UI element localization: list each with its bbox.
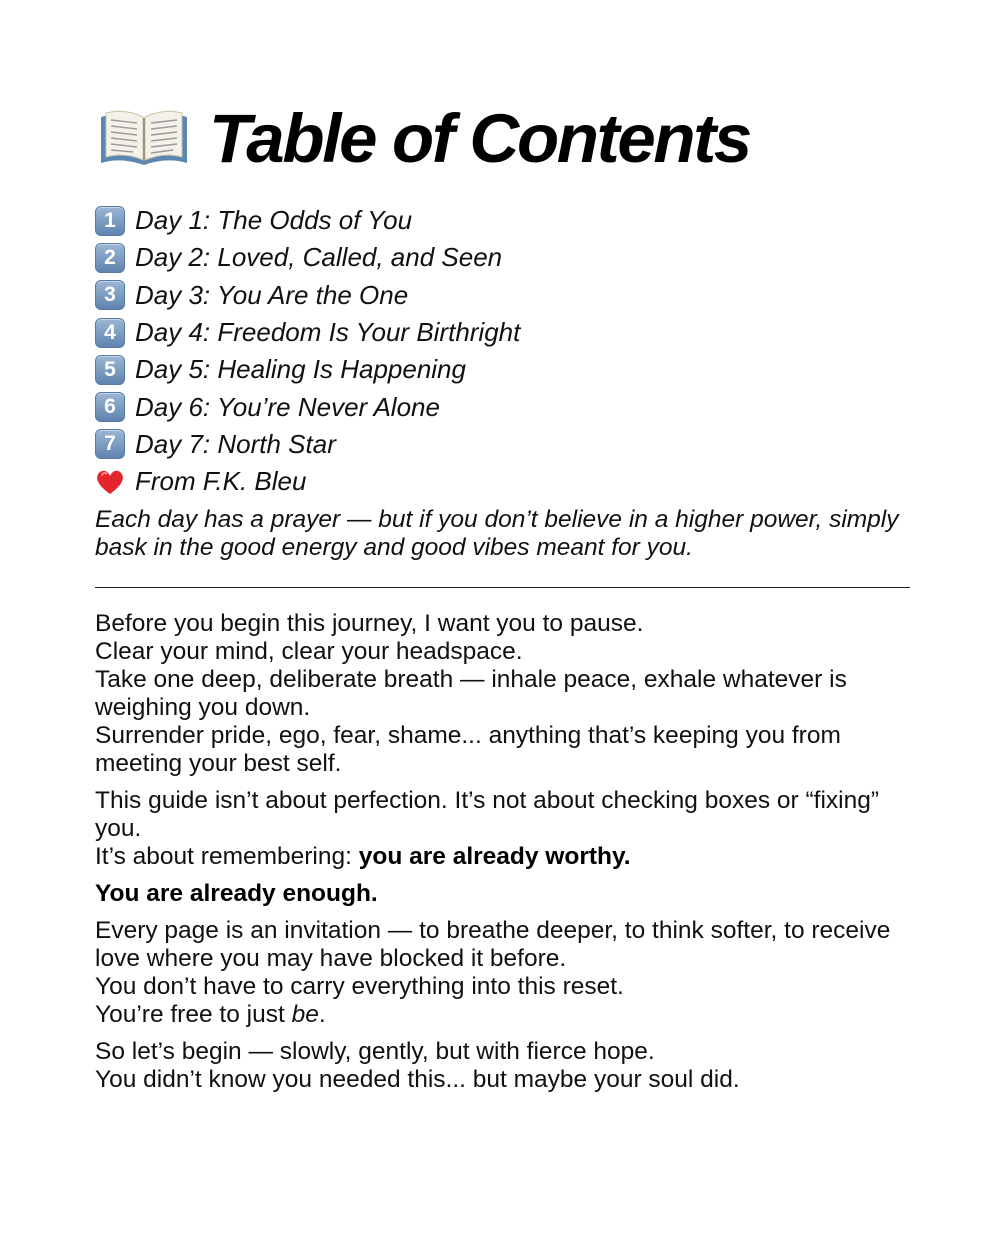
- keycap-1-icon: 1: [95, 206, 125, 236]
- intro-line: [95, 1001, 910, 1029]
- toc-item-day-4[interactable]: [95, 314, 910, 351]
- toc-item-day-7[interactable]: [95, 426, 910, 463]
- keycap-6-icon: 6: [95, 392, 125, 422]
- toc-item-label: Day 6: You’re Never Alone: [135, 391, 440, 422]
- keycap-2-icon: 2: [95, 243, 125, 273]
- intro-paragraph: [95, 787, 910, 871]
- toc-item-label: From F.K. Bleu: [135, 466, 307, 497]
- intro-emphasis: You are already enough.: [95, 880, 378, 908]
- divider: [95, 587, 910, 588]
- intro-line: Before you begin this journey, I want you to pause.: [95, 610, 644, 638]
- intro-paragraph: [95, 1038, 910, 1094]
- intro-line: You didn’t know you needed this... but maybe your soul did.: [95, 1066, 740, 1094]
- red-heart-icon: [95, 467, 125, 497]
- toc-item-label: Day 4: Freedom Is Your Birthright: [135, 317, 521, 348]
- intro-line: You don’t have to carry everything into this reset.: [95, 973, 624, 1001]
- page-title: Table of Contents: [209, 99, 750, 177]
- intro-paragraph: [95, 880, 910, 908]
- intro-line: This guide isn’t about perfection. It’s not about checking boxes or “fixing” you.: [95, 787, 879, 843]
- keycap-3-icon: 3: [95, 280, 125, 310]
- intro-line: [95, 843, 910, 871]
- intro-line: Every page is an invitation — to breathe deeper, to think softer, to receive love where you may have blocked it before.: [95, 917, 891, 973]
- title-row: [97, 92, 910, 184]
- keycap-5-icon: 5: [95, 355, 125, 385]
- intro-text: You’re free to just: [95, 1001, 292, 1029]
- intro-paragraph: [95, 917, 910, 1029]
- open-book-icon: [97, 107, 191, 169]
- keycap-4-icon: 4: [95, 318, 125, 348]
- toc-item-label: Day 7: North Star: [135, 428, 336, 459]
- toc-item-day-1[interactable]: [95, 202, 910, 239]
- intro-italic: be: [291, 1001, 319, 1029]
- toc-item-label: Day 1: The Odds of You: [135, 205, 413, 236]
- document-page: [95, 92, 910, 1103]
- intro-text: It’s about remembering:: [95, 843, 359, 871]
- intro-paragraph: [95, 610, 910, 778]
- toc-item-label: Day 2: Loved, Called, and Seen: [135, 242, 503, 273]
- toc-item-closing[interactable]: [95, 463, 910, 500]
- intro-section: [95, 610, 910, 1094]
- toc-note: Each day has a prayer — but if you don’t believe in a higher power, simply bask in the good energy and good vibes meant for you.: [95, 506, 899, 562]
- keycap-7-icon: 7: [95, 429, 125, 459]
- intro-line: Take one deep, deliberate breath — inhale peace, exhale whatever is weighing you down.: [95, 666, 847, 722]
- toc-list: [95, 202, 910, 500]
- intro-text: .: [318, 1001, 326, 1029]
- intro-line: Clear your mind, clear your headspace.: [95, 638, 523, 666]
- intro-line: So let’s begin — slowly, gently, but with fierce hope.: [95, 1038, 655, 1066]
- intro-emphasis: you are already worthy.: [358, 843, 631, 871]
- toc-item-day-6[interactable]: [95, 388, 910, 425]
- toc-item-day-3[interactable]: [95, 277, 910, 314]
- toc-item-label: Day 3: You Are the One: [135, 279, 409, 310]
- toc-item-day-5[interactable]: [95, 351, 910, 388]
- intro-line: Surrender pride, ego, fear, shame... anything that’s keeping you from meeting your best self.: [95, 722, 841, 778]
- toc-item-label: Day 5: Healing Is Happening: [135, 354, 466, 385]
- toc-item-day-2[interactable]: [95, 239, 910, 276]
